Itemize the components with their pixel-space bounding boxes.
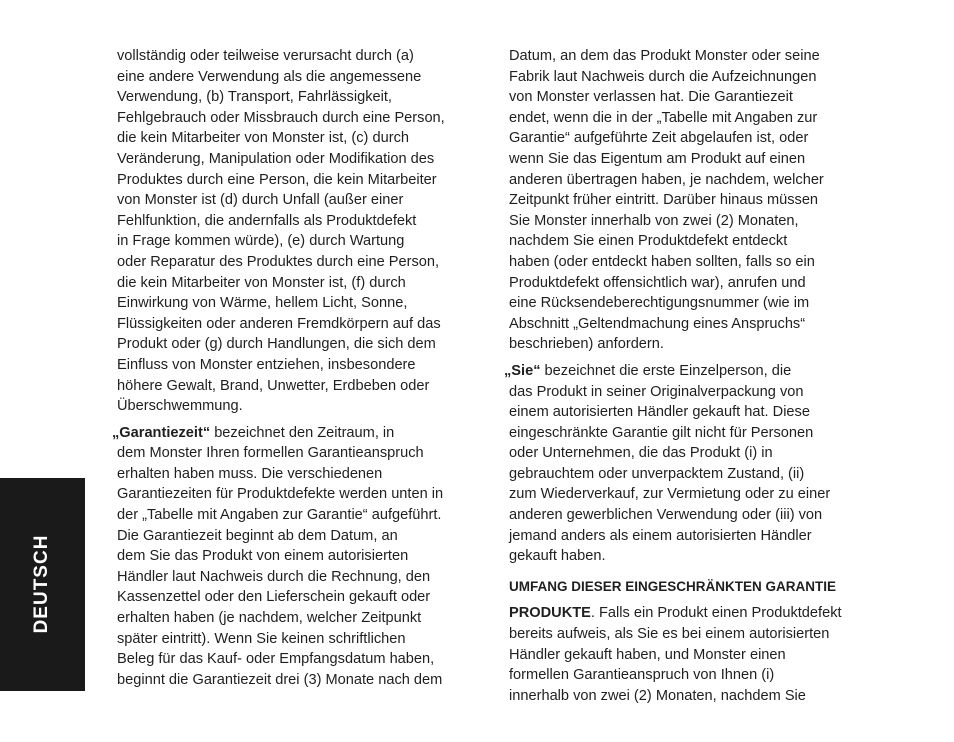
text-line: die kein Mitarbeiter von Monster ist, (c) durch xyxy=(117,130,409,147)
text-line: Flüssigkeiten oder anderen Fremdkörpern auf das xyxy=(117,315,441,332)
text-line: von Monster verlassen hat. Die Garantiezeit xyxy=(509,89,793,106)
text-line: endet, wenn die in der „Tabelle mit Angaben zur xyxy=(509,109,818,126)
text-line: wenn Sie das Eigentum am Produkt auf einen xyxy=(509,150,806,167)
text-span: bezeichnet die erste Einzelperson, die xyxy=(540,362,792,379)
paragraph-period-end xyxy=(509,46,859,355)
text-line: anderen übertragen haben, je nachdem, welcher xyxy=(509,171,824,188)
text-line: Abschnitt „Geltendmachung eines Anspruchs“ xyxy=(509,315,806,332)
text-line: dem Monster Ihren formellen Garantieanspruch xyxy=(117,445,424,462)
left-text-column xyxy=(112,46,477,690)
paragraph-products xyxy=(509,603,859,706)
text-line: eine Rücksendeberechtigungsnummer (wie im xyxy=(509,295,810,312)
text-line: Produkt oder (g) durch Handlungen, die sich dem xyxy=(117,336,436,353)
text-line: Produktdefekt offensichtlich war), anrufen und xyxy=(509,274,806,291)
definition-first-line xyxy=(112,423,477,444)
text-line: dem Sie das Produkt von einem autorisierten xyxy=(117,548,409,565)
text-line: beschrieben) anfordern. xyxy=(509,336,664,353)
text-line: Produktes durch eine Person, die kein Mitarbeiter xyxy=(117,171,437,188)
text-line: zum Wiederverkauf, zur Vermietung oder zu einer xyxy=(509,486,831,503)
text-line: erhalten haben muss. Die verschiedenen xyxy=(117,465,383,482)
definition-first-line xyxy=(509,603,859,624)
section-heading: UMFANG DIESER EINGESCHRÄNKTEN GARANTIE xyxy=(509,578,837,594)
text-line: innerhalb von zwei (2) Monaten, nachdem Sie xyxy=(509,687,806,704)
text-line: jemand anders als einem autorisierten Händler xyxy=(509,527,812,544)
text-line: das Produkt in seiner Originalverpackung von xyxy=(509,383,804,400)
text-line: später eintritt). Wenn Sie keinen schriftlichen xyxy=(117,630,406,647)
paragraph-exclusions xyxy=(117,46,477,417)
text-line: Fehlgebrauch oder Missbrauch durch eine Person, xyxy=(117,109,445,126)
text-line: Datum, an dem das Produkt Monster oder seine xyxy=(509,48,820,64)
text-line: Die Garantiezeit beginnt ab dem Datum, an xyxy=(117,527,398,544)
defined-term-produkte: PRODUKTE xyxy=(509,605,591,622)
text-line: von Monster ist (d) durch Unfall (außer einer xyxy=(117,192,404,209)
text-span: . Falls ein Produkt einen Produktdefekt xyxy=(590,605,842,622)
text-line: Veränderung, Manipulation oder Modifikation des xyxy=(117,150,435,167)
right-text-column xyxy=(504,46,859,706)
text-line: Einfluss von Monster entziehen, insbesondere xyxy=(117,356,416,373)
text-line: Einwirkung von Wärme, hellem Licht, Sonne, xyxy=(117,295,408,312)
text-line: formellen Garantieanspruch von Ihnen (i) xyxy=(509,667,775,684)
text-line: Fehlfunktion, die andernfalls als Produktdefekt xyxy=(117,212,417,229)
text-line: Überschwemmung. xyxy=(117,398,243,415)
text-line: gebrauchtem oder unverpacktem Zustand, (ii) xyxy=(509,465,805,482)
text-line: Beleg für das Kauf- oder Empfangsdatum haben, xyxy=(117,651,435,668)
text-line: beginnt die Garantiezeit drei (3) Monate nach dem xyxy=(117,671,443,688)
text-line: Zeitpunkt früher eintritt. Darüber hinaus müssen xyxy=(509,192,819,209)
text-line: erhalten haben (je nachdem, welcher Zeitpunkt xyxy=(117,610,422,627)
defined-term-garantiezeit: „Garantiezeit“ xyxy=(112,424,211,441)
text-line: Fabrik laut Nachweis durch die Aufzeichnungen xyxy=(509,68,817,85)
paragraph-definition-sie xyxy=(504,361,859,567)
text-line: haben (oder entdeckt haben sollten, falls so ein xyxy=(509,253,815,270)
text-line: Kassenzettel oder den Lieferschein gekauft oder xyxy=(117,589,431,606)
defined-term-sie: „Sie“ xyxy=(504,362,541,379)
text-line: anderen gewerblichen Verwendung oder (iii) von xyxy=(509,507,823,524)
text-line: oder Unternehmen, die das Produkt (i) in xyxy=(509,445,773,462)
paragraph-warranty-period xyxy=(112,423,477,691)
text-line: Händler gekauft haben, und Monster einen xyxy=(509,646,786,663)
text-line: Garantiezeiten für Produktdefekte werden unten in xyxy=(117,486,444,503)
text-line: in Frage kommen würde), (e) durch Wartung xyxy=(117,233,405,250)
definition-first-line xyxy=(504,361,859,382)
text-line: der „Tabelle mit Angaben zur Garantie“ aufgeführt. xyxy=(117,507,442,524)
text-line: Garantie“ aufgeführte Zeit abgelaufen ist, oder xyxy=(509,130,809,147)
text-line: eine andere Verwendung als die angemessene xyxy=(117,68,422,85)
text-line: vollständig oder teilweise verursacht durch (a) xyxy=(117,48,414,64)
text-line: Händler laut Nachweis durch die Rechnung, den xyxy=(117,568,431,585)
text-line: Verwendung, (b) Transport, Fahrlässigkeit, xyxy=(117,89,392,106)
text-line: oder Reparatur des Produktes durch eine Person, xyxy=(117,253,440,270)
text-line: höhere Gewalt, Brand, Unwetter, Erdbeben oder xyxy=(117,377,430,394)
text-span: bezeichnet den Zeitraum, in xyxy=(210,424,395,441)
text-line: die kein Mitarbeiter von Monster ist, (f) durch xyxy=(117,274,406,291)
text-line: eingeschränkte Garantie gilt nicht für Personen xyxy=(509,424,814,441)
text-line: einem autorisierten Händler gekauft hat. Diese xyxy=(509,404,810,421)
language-tab-label: DEUTSCH xyxy=(31,534,52,634)
text-line: Sie Monster innerhalb von zwei (2) Monaten, xyxy=(509,212,799,229)
text-line: bereits aufweis, als Sie es bei einem autorisierten xyxy=(509,626,830,643)
text-line: nachdem Sie einen Produktdefekt entdeckt xyxy=(509,233,788,250)
text-line: gekauft haben. xyxy=(509,548,606,565)
